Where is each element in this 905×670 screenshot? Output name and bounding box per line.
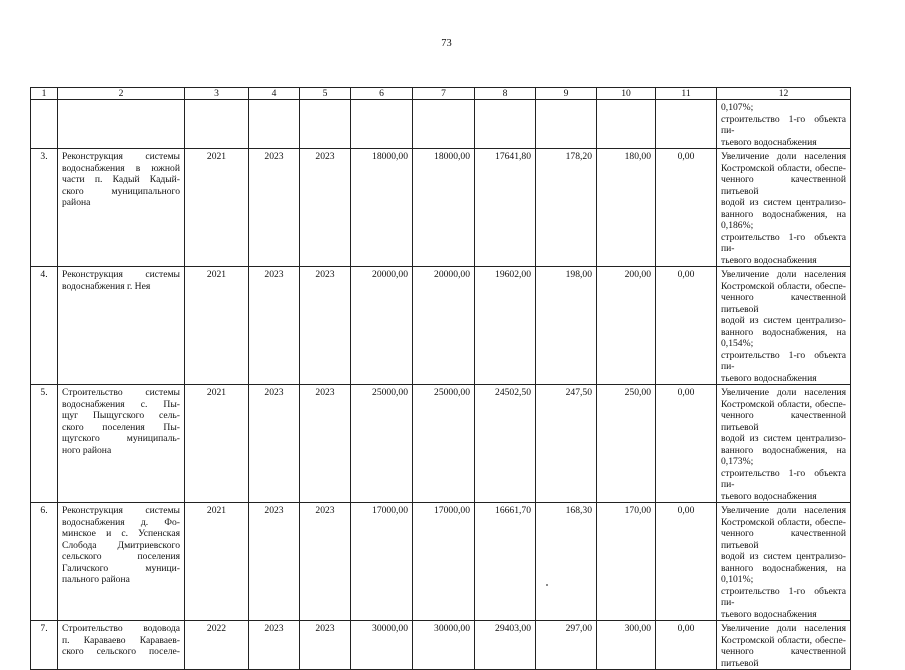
- table-row: [31, 100, 851, 149]
- measure-name-line: п. Караваево Караваев-: [62, 634, 180, 646]
- start-year: 2021: [185, 267, 249, 385]
- column-number: 11: [656, 88, 717, 100]
- end-year: 2023: [249, 149, 300, 267]
- result-line: ванного водоснабжения, на: [721, 444, 846, 456]
- result-line: ванного водоснабжения, на: [721, 326, 846, 338]
- measure-name-line: щуг Пыщугского сель-: [62, 410, 180, 421]
- result-line: Костромской области, обеспе-: [721, 516, 846, 528]
- column-number: 8: [475, 88, 536, 100]
- extra-budget-funds: 0,00: [656, 385, 717, 503]
- result-line: тьевого водоснабжения: [721, 136, 817, 148]
- extra-budget-funds: 0,00: [656, 149, 717, 267]
- result-line: 0,107%;: [721, 102, 754, 113]
- result-line: ченного качественной питьевой: [721, 528, 846, 551]
- result-line: Увеличение доли населения: [721, 623, 846, 634]
- result-line: Костромской области, обеспе-: [721, 280, 846, 292]
- end-year: 2023: [249, 503, 300, 621]
- expected-result: [717, 149, 851, 267]
- extra-budget-funds: 0,00: [656, 503, 717, 621]
- regional-funds: 178,20: [536, 149, 597, 267]
- start-year: 2022: [185, 621, 249, 670]
- result-line: строительство 1-го объекта пи-: [721, 231, 846, 254]
- measure-name-line: Галичского муници-: [62, 562, 180, 574]
- column-number: 10: [597, 88, 656, 100]
- total-cost: 17000,00: [351, 503, 413, 621]
- total-funding: 25000,00: [413, 385, 475, 503]
- table-row: [31, 267, 851, 385]
- measure-name-line: Строительство водовода: [62, 623, 180, 634]
- measure-name-line: водоснабжения г. Нея: [62, 280, 151, 292]
- table-row: [31, 385, 851, 503]
- table-row: [31, 503, 851, 621]
- total-cost: 18000,00: [351, 149, 413, 267]
- total-funding: 20000,00: [413, 267, 475, 385]
- expected-result: [717, 267, 851, 385]
- result-line: ванного водоснабжения, на: [721, 208, 846, 220]
- row-number: 4.: [31, 267, 58, 385]
- result-line: тьевого водоснабжения: [721, 254, 817, 266]
- federal-funds: 24502,50: [475, 385, 536, 503]
- result-line: тьевого водоснабжения: [721, 608, 817, 620]
- result-line: строительство 1-го объекта пи-: [721, 467, 846, 490]
- measure-name-line: ского поселения Пы-: [62, 421, 180, 433]
- column-number: 6: [351, 88, 413, 100]
- measure-name-line: Реконструкция системы: [62, 269, 180, 280]
- measure-name-line: района: [62, 197, 91, 208]
- result-line: 0,154%;: [721, 338, 754, 349]
- result-line: Костромской области, обеспе-: [721, 634, 846, 646]
- total-funding: 18000,00: [413, 149, 475, 267]
- result-line: Увеличение доли населения: [721, 151, 846, 162]
- extra-budget-funds: 0,00: [656, 267, 717, 385]
- commissioning-year: 2023: [300, 149, 351, 267]
- measure-name-line: минское и с. Успенская: [62, 528, 180, 539]
- local-funds: 250,00: [597, 385, 656, 503]
- result-line: водой из систем централизо-: [721, 197, 846, 208]
- measure-name-line: пального района: [62, 574, 130, 585]
- measure-name-line: ного района: [62, 444, 112, 456]
- result-line: ченного качественной питьевой: [721, 292, 846, 315]
- program-table: [30, 87, 851, 670]
- measure-name-line: водоснабжения д. Фо-: [62, 516, 180, 528]
- extra-budget-funds: [656, 100, 717, 149]
- result-line: 0,173%;: [721, 456, 754, 467]
- column-number: 3: [185, 88, 249, 100]
- federal-funds: 29403,00: [475, 621, 536, 670]
- measure-name: [58, 503, 185, 621]
- commissioning-year: 2023: [300, 503, 351, 621]
- column-number: 1: [31, 88, 58, 100]
- measure-name-line: ского муниципального: [62, 185, 180, 197]
- total-funding: 17000,00: [413, 503, 475, 621]
- expected-result: [717, 621, 851, 670]
- commissioning-year: 2023: [300, 385, 351, 503]
- total-cost: 30000,00: [351, 621, 413, 670]
- local-funds: 200,00: [597, 267, 656, 385]
- result-line: 0,186%;: [721, 220, 754, 231]
- local-funds: 300,00: [597, 621, 656, 670]
- result-line: тьевого водоснабжения: [721, 372, 817, 384]
- measure-name-line: Строительство системы: [62, 387, 180, 398]
- measure-name-line: Слобода Дмитриевского: [62, 539, 180, 551]
- local-funds: 180,00: [597, 149, 656, 267]
- row-number: 6.: [31, 503, 58, 621]
- local-funds: 170,00: [597, 503, 656, 621]
- result-line: 0,101%;: [721, 574, 754, 585]
- row-number: 3.: [31, 149, 58, 267]
- commissioning-year: 2023: [300, 267, 351, 385]
- result-line: водой из систем централизо-: [721, 315, 846, 326]
- commissioning-year: 2023: [300, 621, 351, 670]
- page-number: 73: [441, 38, 452, 49]
- federal-funds: [475, 100, 536, 149]
- total-funding: 30000,00: [413, 621, 475, 670]
- start-year: [185, 100, 249, 149]
- expected-result: [717, 385, 851, 503]
- result-line: Увеличение доли населения: [721, 505, 846, 516]
- result-line: водой из систем централизо-: [721, 551, 846, 562]
- result-line: тьевого водоснабжения: [721, 490, 817, 502]
- column-number: 9: [536, 88, 597, 100]
- start-year: 2021: [185, 149, 249, 267]
- column-number: 5: [300, 88, 351, 100]
- federal-funds: 17641,80: [475, 149, 536, 267]
- measure-name-line: Реконструкция системы: [62, 505, 180, 516]
- result-line: строительство 1-го объекта пи-: [721, 349, 846, 372]
- measure-name: [58, 621, 185, 670]
- measure-name-line: водоснабжения в южной: [62, 162, 180, 174]
- column-number-row: [31, 88, 851, 100]
- regional-funds: 297,00: [536, 621, 597, 670]
- table-row: [31, 149, 851, 267]
- start-year: 2021: [185, 385, 249, 503]
- measure-name: [58, 100, 185, 149]
- expected-result: [717, 100, 851, 149]
- end-year: 2023: [249, 621, 300, 670]
- result-line: водой из систем централизо-: [721, 433, 846, 444]
- measure-name-line: водоснабжения с. Пы-: [62, 398, 180, 410]
- measure-name: [58, 385, 185, 503]
- measure-name-line: ского сельского поселе-: [62, 646, 180, 657]
- regional-funds: 168,30: [536, 503, 597, 621]
- row-number: [31, 100, 58, 149]
- row-number: 7.: [31, 621, 58, 670]
- table-row: [31, 621, 851, 670]
- measure-name: [58, 149, 185, 267]
- total-cost: 20000,00: [351, 267, 413, 385]
- result-line: Увеличение доли населения: [721, 387, 846, 398]
- total-cost: [351, 100, 413, 149]
- total-funding: [413, 100, 475, 149]
- result-line: ванного водоснабжения, на: [721, 562, 846, 574]
- extra-budget-funds: 0,00: [656, 621, 717, 670]
- measure-name-line: щугского муниципаль-: [62, 433, 180, 444]
- end-year: 2023: [249, 385, 300, 503]
- end-year: 2023: [249, 267, 300, 385]
- measure-name: [58, 267, 185, 385]
- expected-result: [717, 503, 851, 621]
- measure-name-line: сельского поселения: [62, 551, 180, 562]
- regional-funds: [536, 100, 597, 149]
- row-number: 5.: [31, 385, 58, 503]
- result-line: строительство 1-го объекта пи-: [721, 113, 846, 136]
- commissioning-year: [300, 100, 351, 149]
- result-line: ченного качественной питьевой: [721, 174, 846, 197]
- result-line: Костромской области, обеспе-: [721, 162, 846, 174]
- column-number: 12: [717, 88, 851, 100]
- regional-funds: 198,00: [536, 267, 597, 385]
- result-line: Увеличение доли населения: [721, 269, 846, 280]
- end-year: [249, 100, 300, 149]
- column-number: 2: [58, 88, 185, 100]
- result-line: ченного качественной питьевой: [721, 410, 846, 433]
- result-line: строительство 1-го объекта пи-: [721, 585, 846, 608]
- measure-name-line: части п. Кадый Кадый-: [62, 174, 180, 185]
- start-year: 2021: [185, 503, 249, 621]
- column-number: 4: [249, 88, 300, 100]
- column-number: 7: [413, 88, 475, 100]
- total-cost: 25000,00: [351, 385, 413, 503]
- federal-funds: 19602,00: [475, 267, 536, 385]
- result-line: ченного качественной питьевой: [721, 646, 846, 669]
- federal-funds: 16661,70: [475, 503, 536, 621]
- result-line: Костромской области, обеспе-: [721, 398, 846, 410]
- measure-name-line: Реконструкция системы: [62, 151, 180, 162]
- scan-speck: [546, 584, 548, 586]
- local-funds: [597, 100, 656, 149]
- regional-funds: 247,50: [536, 385, 597, 503]
